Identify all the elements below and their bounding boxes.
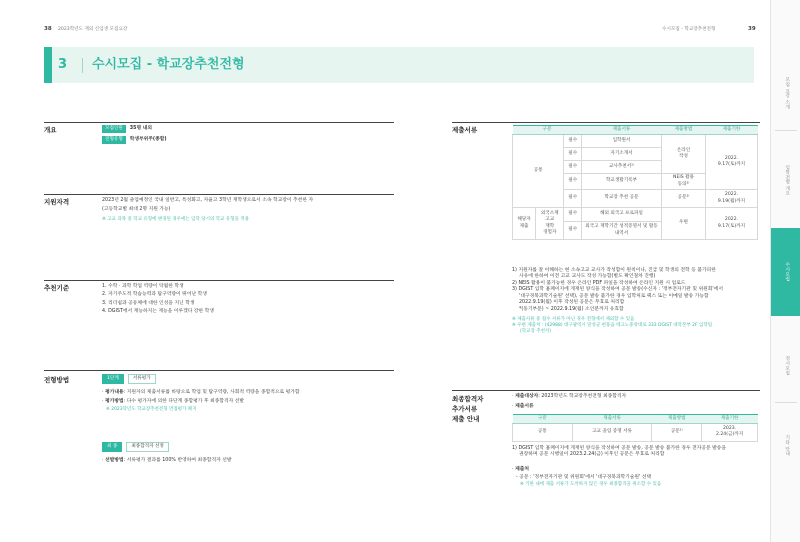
stage1-item-key: 평가방법 (105, 398, 124, 404)
eligibility-title: 지원자격 (44, 198, 70, 206)
footnote-line: 사유에 한하여 이전 고교 교사도 작성 가능함(별도 확인절차 진행) (519, 274, 656, 280)
group-special: 해당자 제출 (513, 208, 536, 240)
footnote-line: 2) NEIS 활용이 불가능한 경우 온라인 PDF 파일을 작성하여 온라인 지원 시 업로드 (512, 280, 686, 286)
overview-value: 35명 내외 (129, 125, 153, 131)
selection-divider (44, 370, 394, 371)
final-footnote: 1) DGIST 입학 홈페이지에 게재된 양식을 작성하여 공문 발송, 공문 발송 불가한 경우 전자공문 발송을 (512, 445, 727, 451)
stage1-block (102, 374, 392, 413)
doc-cell: 학교생활기록부 (582, 174, 662, 190)
final-receiver-note: ※ 기한 내에 제출 서류가 도착하지 않은 경우 최종합격을 취소할 수 있음 (520, 481, 662, 487)
recommendation-title: 추천기준 (44, 284, 70, 292)
overview-divider (44, 122, 394, 123)
req-cell: 필수 (564, 208, 582, 222)
final-receiver-label: · 제출처 (512, 466, 529, 472)
documents-header: 제출서류 (582, 126, 662, 135)
documents-footnotes (512, 268, 762, 335)
deadline-official: 2022. 9.19(월)까지 (706, 190, 758, 208)
footnote-line: *(동기부문) ~ 2022.9.19(월) 소인분까지 유효함 (519, 306, 624, 312)
documents-divider (452, 122, 760, 123)
overview-title: 개요 (44, 126, 57, 134)
banner-divider (82, 58, 83, 73)
documents-note: ※ 제출서류 중 접수 서류가 아닌 경우 전형에서 제외할 수 있음 (512, 317, 635, 323)
stage1-tag: 1단계 (102, 374, 124, 384)
recommendation-list (102, 284, 392, 318)
footnote-line: 2022.9.19(월) 이후 작성된 공문은 무효로 처리함 (519, 300, 625, 306)
footnote-line: 1) 지원자를 잘 이해하는 현 소속고교 교사가 작성함이 원칙이나, 진급 및 학생의 전학 등 불가피한 (512, 268, 716, 273)
final-doc: 고교 졸업 증명 서류 (572, 423, 652, 441)
req-cell: 필수 (564, 174, 582, 190)
banner-accent-bar (44, 47, 52, 83)
recommendation-item: 4. DGIST에서 재능하지는 재능을 이루겠다 강한 학생 (102, 309, 214, 315)
documents-title: 제출서류 (452, 126, 478, 134)
eligibility-body (102, 198, 392, 223)
final-item-text: : 서류평가 결과를 100% 반영하여 최종합격자 선발 (123, 458, 232, 464)
right-running-title: 수시모집 - 학교장추천전형 (662, 27, 716, 32)
documents-header-row (513, 126, 758, 135)
req-cell: 필수 (564, 161, 582, 174)
footnote-line: '대구경북과학기술원' 선택), 공문 발송 불가한 경우 입학처로 팩스 또는 이메일 발송 가능함 (519, 293, 709, 299)
doc-cell: 교사추천서¹⁾ (582, 161, 662, 174)
final-submit-body (512, 394, 762, 488)
documents-note: ※ 우편 제출처 : (42988) 대구광역시 달성군 현풍읍 테크노중앙대로 333 DGIST 대학본부 2F 입학팀 (512, 323, 713, 329)
overview-rows (102, 125, 167, 144)
sidebar-divider (775, 130, 797, 131)
sidebar-item-regular[interactable]: 정시모집 (784, 356, 790, 376)
banner-number: 3 (58, 57, 68, 72)
final-method: 공문¹⁾ (652, 423, 702, 441)
stage1-item-key: 평가내용 (105, 390, 124, 396)
final-tag: 최 종 (102, 442, 122, 452)
eligibility-note: ※ 고교 과목 중 학교 유형에 변경된 경우에는 입학 당시의 학교 유형을 적용 (102, 216, 249, 222)
stage1-label: 서류평가 (128, 374, 156, 384)
final-group: 공통 (513, 423, 573, 441)
deadline-post: 2022. 9.17(토)까지 (706, 208, 758, 240)
final-receiver-value: - 공문 : '정부전자기관 및 위원회'에서 '대구경북과학기술원' 선택 (516, 475, 652, 481)
final-submit-title: 최종합격자 추가서류 제출 안내 (452, 395, 484, 424)
final-docs-header-row (513, 414, 758, 423)
doc-cell: 입학원서 (582, 135, 662, 148)
documents-table (512, 125, 758, 240)
overview-value: 학생부위주(종합) (129, 137, 167, 143)
final-label: 최종합격자 선정 (126, 442, 169, 452)
req-cell: 필수 (564, 222, 582, 240)
eligibility-line: (고등학교별 최대 2명 지원 가능) (102, 207, 171, 213)
eligibility-line: 2023년 2월 졸업예정인 국내 일반고, 특성화고, 자율고 3학년 재학생으로서 소속 학교장이 추천한 자 (102, 198, 314, 203)
stage1-header (102, 374, 392, 384)
documents-header: 구분 (513, 126, 582, 135)
final-docs-label: · 제출서류 (512, 404, 534, 410)
stage1-item: · 평가내용: 지원자의 제출서류를 바탕으로 학업 및 탐구역량, 사회적 역량을 종합적으로 평가함 (102, 390, 300, 396)
sidebar-item-overview[interactable]: 입학전형 개요 (784, 164, 790, 196)
sidebar-divider (775, 402, 797, 403)
final-target: · 제출대상자: 2023학년도 학교장추천전형 최종합격자 (512, 394, 627, 399)
final-header (102, 442, 392, 452)
sidebar-item-etc[interactable]: 기타 안내 (784, 434, 790, 456)
req-cell: 필수 (564, 148, 582, 161)
recommendation-item: 2. 자기주도적 학습능력과 탐구역량이 뛰어난 학생 (102, 292, 207, 298)
overview-row (102, 125, 167, 133)
recommendation-divider (44, 280, 394, 281)
final-footnote: 권장하며 공문 시행일이 2023.2.24(금) 이후인 공문은 무효로 처리함 (519, 452, 665, 458)
sidebar-item-early[interactable]: 수시모집 (771, 228, 800, 316)
final-header: 제출방법 (652, 414, 702, 423)
final-item: · 선발방법: 서류평가 결과를 100% 반영하여 최종합격자 선발 (102, 458, 232, 464)
recommendation-item: 3. 리더쉽과 공동체에 대한 인성을 지닌 학생 (102, 300, 195, 306)
overview-row (102, 136, 167, 144)
left-running-title: 2023학년도 재외 신입생 모집요강 (58, 27, 128, 32)
table-row (513, 135, 758, 148)
doc-cell: 외국고 재학기간 성적증명서 및 활동내역서 (582, 222, 662, 240)
sidebar-item-intro[interactable]: 모집 요강 소개 (784, 76, 790, 109)
recommendation-item: 1. 수학 · 과학 학업 역량이 탁월한 학생 (102, 284, 184, 289)
stage1-item-text: : 지원자의 제출서류를 바탕으로 학업 및 탐구역량, 사회적 역량을 종합적으로 평가함 (123, 390, 300, 396)
method-post: 우편 (662, 208, 706, 240)
final-header: 제출서류 (572, 414, 652, 423)
deadline-common: 2022. 9.17(토)까지 (706, 135, 758, 190)
method-official: 공문³⁾ (662, 190, 706, 208)
final-item-key: 선발방법 (105, 458, 124, 464)
chapter-sidebar (770, 0, 800, 542)
documents-header: 제출기한 (706, 126, 758, 135)
overview-tag: 모집인원 (102, 125, 126, 133)
final-header: 제출기한 (702, 414, 758, 423)
doc-cell: 해외 외국고 프로파일 (582, 208, 662, 222)
method-online: 온라인 작성 (662, 135, 706, 174)
documents-note: (학교장 추천서) (520, 329, 552, 335)
banner-title: 수시모집 - 학교장추천전형 (92, 57, 245, 72)
final-header: 구분 (513, 414, 573, 423)
doc-cell: 자기소개서 (582, 148, 662, 161)
eligibility-divider (44, 194, 394, 195)
method-neis: NEIS 활용 동의²⁾ (662, 174, 706, 190)
final-block (102, 442, 392, 465)
group-common: 공통 (513, 135, 564, 208)
req-cell: 필수 (564, 190, 582, 208)
req-cell: 필수 (564, 135, 582, 148)
final-submit-divider (452, 390, 760, 391)
stage1-item: · 평가방법: 다수 평가자에 의한 다단계 종합평가 후 최종합격자 선발 (102, 398, 245, 404)
table-row (513, 423, 758, 441)
final-deadline: 2023. 2.24(금)까지 (702, 423, 758, 441)
overview-tag: 전형유형 (102, 136, 126, 144)
selection-title: 전형방법 (44, 376, 70, 384)
stage1-note: ※ 2023학년도 학교장추천전형 면접평가 폐지 (106, 407, 197, 413)
footnote-line: 3) DGIST 입학 홈페이지에 게재된 양식을 작성하여 공문 발송(수신자 : '정부전자기관 및 위원회'에서 (512, 287, 723, 293)
left-page-number: 38 (44, 26, 52, 32)
final-docs-table (512, 414, 758, 442)
right-page-number: 39 (748, 26, 756, 32)
doc-cell: 학교장 추천 공문 (582, 190, 662, 208)
documents-header: 제출방법 (662, 126, 706, 135)
table-row (513, 208, 758, 222)
stage1-item-text: : 다수 평가자에 의한 다단계 종합평가 후 최종합격자 선발 (123, 398, 245, 404)
group-special2: 외국소재 고교 재학 경험자 (535, 208, 564, 240)
